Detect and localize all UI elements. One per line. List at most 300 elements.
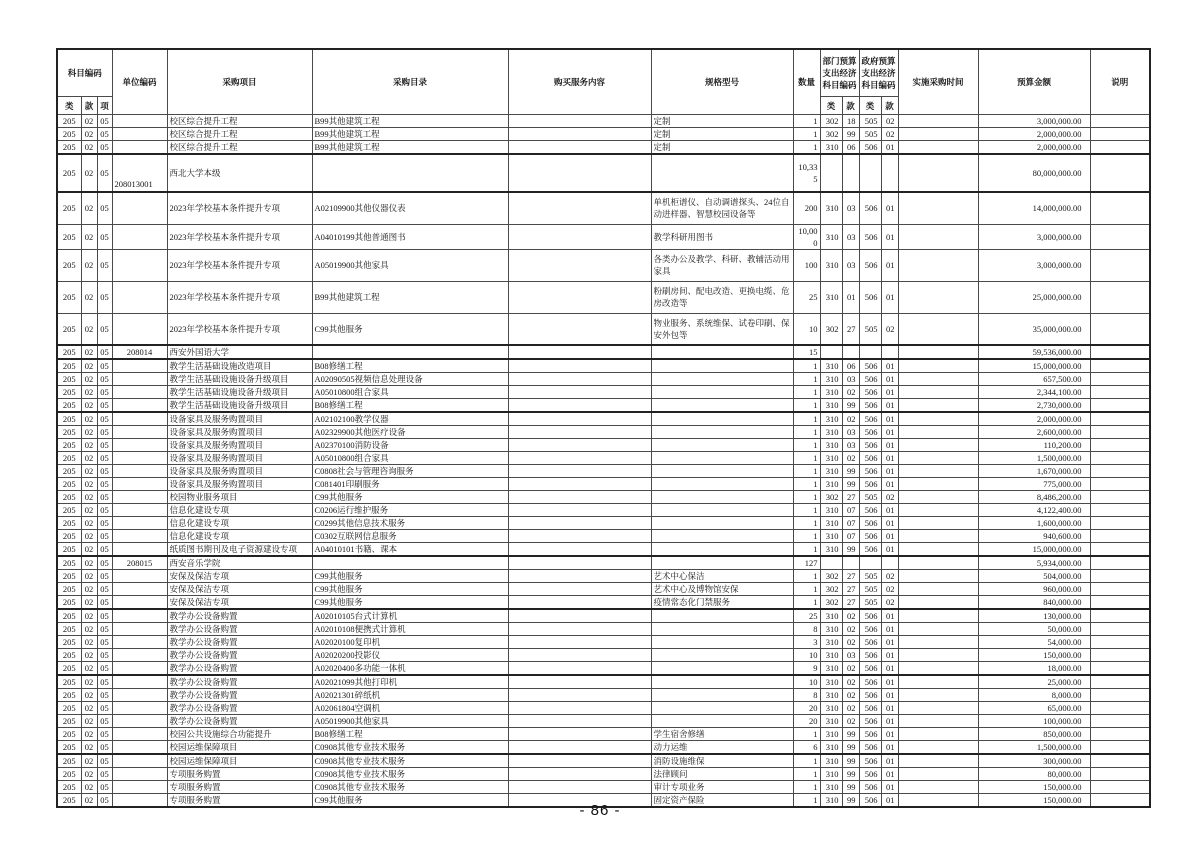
cell-gov-section: 01 (881, 754, 898, 768)
cell-amount: 960,000.00 (978, 583, 1090, 596)
cell-spec: 法律顾问 (651, 768, 793, 781)
cell-spec: 艺术中心及博物馆安保 (651, 583, 793, 596)
cell-subject-class: 205 (57, 781, 81, 794)
cell-amount: 150,000.00 (978, 794, 1090, 808)
cell-spec: 动力运维 (651, 741, 793, 755)
cell-quantity: 1 (793, 794, 820, 808)
cell-gov-class: 506 (859, 649, 881, 662)
cell-gov-class: 505 (859, 115, 881, 128)
cell-subject-class: 205 (57, 689, 81, 702)
cell-purchase-time (898, 556, 978, 570)
cell-project: 信息化建设专项 (167, 517, 312, 530)
cell-note (1090, 399, 1150, 413)
cell-amount: 850,000.00 (978, 728, 1090, 741)
cell-gov-class: 506 (859, 192, 881, 224)
table-row (57, 583, 1150, 596)
cell-dept-class: 310 (820, 794, 842, 808)
cell-quantity: 1 (793, 583, 820, 596)
cell-spec (651, 517, 793, 530)
cell-purchase-time (898, 465, 978, 478)
cell-subject-item: 05 (97, 439, 112, 452)
cell-subject-section: 02 (81, 741, 97, 755)
cell-gov-class: 506 (859, 141, 881, 155)
table-row (57, 649, 1150, 662)
cell-quantity: 1 (793, 399, 820, 413)
header-class: 类 (57, 97, 81, 115)
cell-service-content (508, 426, 651, 439)
cell-note (1090, 154, 1150, 192)
cell-unit-code (112, 141, 167, 155)
cell-dept-class: 310 (820, 754, 842, 768)
cell-gov-class: 506 (859, 359, 881, 373)
cell-dept-section: 02 (842, 412, 859, 426)
cell-subject-class: 205 (57, 465, 81, 478)
cell-catalog: A02090505视频信息处理设备 (312, 373, 508, 386)
header-amount: 预算金额 (978, 49, 1090, 115)
cell-subject-class: 205 (57, 452, 81, 465)
cell-spec: 消防设施维保 (651, 754, 793, 768)
cell-subject-class: 205 (57, 768, 81, 781)
cell-gov-section: 01 (881, 675, 898, 689)
cell-quantity: 1 (793, 781, 820, 794)
table-row (57, 609, 1150, 623)
cell-dept-section: 03 (842, 192, 859, 224)
cell-gov-section: 02 (881, 570, 898, 583)
cell-gov-class: 506 (859, 794, 881, 808)
table-row (57, 439, 1150, 452)
header-quantity: 数量 (793, 49, 820, 115)
cell-unit-code (112, 702, 167, 715)
cell-purchase-time (898, 359, 978, 373)
cell-project: 西安音乐学院 (167, 556, 312, 570)
cell-amount: 1,500,000.00 (978, 741, 1090, 755)
cell-gov-section: 01 (881, 412, 898, 426)
cell-catalog: C0808社会与管理咨询服务 (312, 465, 508, 478)
cell-subject-item: 05 (97, 452, 112, 465)
cell-subject-item: 05 (97, 609, 112, 623)
cell-subject-class: 205 (57, 313, 81, 345)
cell-subject-class: 205 (57, 439, 81, 452)
cell-service-content (508, 675, 651, 689)
cell-dept-section: 03 (842, 373, 859, 386)
table-row (57, 478, 1150, 491)
cell-project: 设备家具及服务购置项目 (167, 465, 312, 478)
cell-unit-code (112, 675, 167, 689)
cell-quantity: 1 (793, 517, 820, 530)
cell-catalog: C0302互联网信息服务 (312, 530, 508, 543)
header-dept-section: 款 (842, 97, 859, 115)
cell-note (1090, 412, 1150, 426)
cell-dept-class: 302 (820, 596, 842, 610)
cell-gov-class: 505 (859, 128, 881, 141)
cell-subject-section: 02 (81, 609, 97, 623)
cell-subject-section: 02 (81, 543, 97, 557)
cell-unit-code (112, 649, 167, 662)
cell-gov-class: 505 (859, 491, 881, 504)
cell-unit-code (112, 636, 167, 649)
table-row (57, 224, 1150, 249)
cell-subject-section: 02 (81, 781, 97, 794)
cell-unit-code (112, 781, 167, 794)
cell-quantity: 1 (793, 412, 820, 426)
cell-gov-section: 01 (881, 141, 898, 155)
cell-amount: 150,000.00 (978, 781, 1090, 794)
cell-dept-section: 07 (842, 517, 859, 530)
cell-dept-class: 310 (820, 689, 842, 702)
cell-dept-class: 310 (820, 504, 842, 517)
cell-purchase-time (898, 412, 978, 426)
cell-unit-code (112, 412, 167, 426)
cell-purchase-time (898, 768, 978, 781)
cell-service-content (508, 741, 651, 755)
cell-purchase-time (898, 649, 978, 662)
cell-gov-section: 01 (881, 373, 898, 386)
cell-subject-item: 05 (97, 399, 112, 413)
table-row (57, 596, 1150, 610)
cell-gov-section: 01 (881, 517, 898, 530)
cell-unit-code (112, 741, 167, 755)
cell-spec (651, 452, 793, 465)
cell-quantity: 25 (793, 609, 820, 623)
cell-subject-item: 05 (97, 373, 112, 386)
cell-subject-item: 05 (97, 504, 112, 517)
table-row (57, 373, 1150, 386)
cell-subject-item: 05 (97, 359, 112, 373)
cell-unit-code (112, 386, 167, 399)
cell-quantity: 1 (793, 128, 820, 141)
cell-gov-class (859, 345, 881, 359)
cell-gov-section: 01 (881, 649, 898, 662)
cell-catalog: A02061804空调机 (312, 702, 508, 715)
cell-purchase-time (898, 452, 978, 465)
cell-dept-section: 02 (842, 715, 859, 728)
cell-purchase-time (898, 530, 978, 543)
cell-amount: 100,000.00 (978, 715, 1090, 728)
cell-note (1090, 689, 1150, 702)
cell-amount: 150,000.00 (978, 649, 1090, 662)
cell-gov-section: 01 (881, 702, 898, 715)
cell-dept-section: 99 (842, 478, 859, 491)
cell-catalog: C081401印刷服务 (312, 478, 508, 491)
cell-dept-section: 02 (842, 662, 859, 676)
cell-quantity: 1 (793, 426, 820, 439)
cell-note (1090, 465, 1150, 478)
cell-note (1090, 224, 1150, 249)
cell-subject-item: 05 (97, 465, 112, 478)
cell-catalog: C0908其他专业技术服务 (312, 781, 508, 794)
cell-dept-class: 310 (820, 662, 842, 676)
cell-dept-section (842, 556, 859, 570)
cell-project: 设备家具及服务购置项目 (167, 412, 312, 426)
cell-purchase-time (898, 192, 978, 224)
table-row (57, 249, 1150, 281)
cell-project: 安保及保洁专项 (167, 570, 312, 583)
cell-dept-section: 02 (842, 675, 859, 689)
table-row (57, 192, 1150, 224)
cell-dept-class: 310 (820, 439, 842, 452)
cell-service-content (508, 399, 651, 413)
cell-subject-item: 05 (97, 224, 112, 249)
header-service-content: 购买服务内容 (508, 49, 651, 115)
cell-quantity: 1 (793, 728, 820, 741)
cell-catalog: B99其他建筑工程 (312, 281, 508, 313)
cell-spec (651, 154, 793, 192)
cell-subject-section: 02 (81, 452, 97, 465)
cell-subject-class: 205 (57, 154, 81, 192)
header-unit-code: 单位编码 (112, 49, 167, 115)
cell-dept-class: 310 (820, 359, 842, 373)
cell-amount: 775,000.00 (978, 478, 1090, 491)
cell-purchase-time (898, 741, 978, 755)
table-header (57, 49, 1150, 115)
cell-unit-code (112, 465, 167, 478)
cell-purchase-time (898, 439, 978, 452)
cell-note (1090, 249, 1150, 281)
table-row (57, 754, 1150, 768)
cell-purchase-time (898, 249, 978, 281)
cell-quantity: 1 (793, 465, 820, 478)
header-catalog: 采购目录 (312, 49, 508, 115)
cell-spec (651, 689, 793, 702)
cell-amount: 25,000.00 (978, 675, 1090, 689)
cell-purchase-time (898, 128, 978, 141)
cell-service-content (508, 249, 651, 281)
cell-subject-section: 02 (81, 715, 97, 728)
cell-dept-section: 99 (842, 543, 859, 557)
cell-note (1090, 452, 1150, 465)
cell-spec (651, 386, 793, 399)
cell-amount: 5,934,000.00 (978, 556, 1090, 570)
cell-amount: 50,000.00 (978, 623, 1090, 636)
cell-subject-section: 02 (81, 504, 97, 517)
cell-amount: 59,536,000.00 (978, 345, 1090, 359)
cell-subject-class: 205 (57, 141, 81, 155)
cell-catalog: C99其他服务 (312, 570, 508, 583)
cell-subject-item: 05 (97, 154, 112, 192)
cell-amount: 8,000.00 (978, 689, 1090, 702)
cell-subject-section: 02 (81, 281, 97, 313)
cell-purchase-time (898, 313, 978, 345)
cell-dept-class: 302 (820, 570, 842, 583)
cell-gov-section: 01 (881, 530, 898, 543)
cell-subject-class: 205 (57, 530, 81, 543)
cell-quantity: 1 (793, 596, 820, 610)
cell-dept-section: 99 (842, 128, 859, 141)
cell-dept-section: 02 (842, 452, 859, 465)
cell-quantity: 20 (793, 702, 820, 715)
cell-dept-section: 99 (842, 399, 859, 413)
cell-project: 设备家具及服务购置项目 (167, 478, 312, 491)
cell-subject-class: 205 (57, 623, 81, 636)
cell-spec (651, 373, 793, 386)
cell-amount: 35,000,000.00 (978, 313, 1090, 345)
cell-catalog: B99其他建筑工程 (312, 141, 508, 155)
cell-dept-class: 310 (820, 478, 842, 491)
cell-dept-class: 310 (820, 224, 842, 249)
cell-spec (651, 715, 793, 728)
cell-subject-section: 02 (81, 596, 97, 610)
table-row (57, 313, 1150, 345)
cell-subject-section: 02 (81, 570, 97, 583)
cell-purchase-time (898, 570, 978, 583)
table-row (57, 115, 1150, 128)
cell-subject-section: 02 (81, 154, 97, 192)
cell-quantity: 1 (793, 439, 820, 452)
cell-amount: 130,000.00 (978, 609, 1090, 623)
cell-subject-section: 02 (81, 530, 97, 543)
cell-note (1090, 504, 1150, 517)
cell-spec (651, 530, 793, 543)
cell-service-content (508, 768, 651, 781)
cell-subject-item: 05 (97, 478, 112, 491)
procurement-table (56, 48, 1151, 808)
cell-unit-code (112, 491, 167, 504)
cell-note (1090, 478, 1150, 491)
cell-purchase-time (898, 478, 978, 491)
cell-unit-code (112, 543, 167, 557)
cell-service-content (508, 556, 651, 570)
table-row (57, 452, 1150, 465)
cell-project: 安保及保洁专项 (167, 596, 312, 610)
cell-subject-section: 02 (81, 359, 97, 373)
table-row (57, 768, 1150, 781)
cell-spec: 物业服务、系统维保、试卷印刷、保安外包等 (651, 313, 793, 345)
cell-project: 设备家具及服务购置项目 (167, 439, 312, 452)
cell-quantity: 10 (793, 675, 820, 689)
cell-unit-code (112, 439, 167, 452)
cell-catalog (312, 345, 508, 359)
header-subject-code: 科目编码 (57, 49, 112, 97)
cell-subject-item: 05 (97, 345, 112, 359)
cell-service-content (508, 715, 651, 728)
cell-subject-section: 02 (81, 754, 97, 768)
cell-catalog: A05019900其他家具 (312, 249, 508, 281)
cell-project: 2023年学校基本条件提升专项 (167, 281, 312, 313)
cell-dept-class: 310 (820, 649, 842, 662)
cell-dept-class: 302 (820, 115, 842, 128)
cell-catalog: A02020400多功能一体机 (312, 662, 508, 676)
cell-spec (651, 345, 793, 359)
cell-catalog: C0908其他专业技术服务 (312, 754, 508, 768)
cell-project: 教学生活基础设施设备升级项目 (167, 373, 312, 386)
cell-dept-class: 310 (820, 675, 842, 689)
cell-service-content (508, 596, 651, 610)
cell-dept-class: 302 (820, 313, 842, 345)
cell-subject-section: 02 (81, 386, 97, 399)
cell-quantity: 1 (793, 754, 820, 768)
cell-note (1090, 609, 1150, 623)
cell-quantity: 8 (793, 623, 820, 636)
cell-catalog: B08修缮工程 (312, 728, 508, 741)
cell-project: 教学办公设备购置 (167, 662, 312, 676)
cell-note (1090, 543, 1150, 557)
cell-subject-section: 02 (81, 517, 97, 530)
cell-purchase-time (898, 636, 978, 649)
table-row (57, 689, 1150, 702)
cell-dept-class: 302 (820, 128, 842, 141)
cell-subject-item: 05 (97, 649, 112, 662)
cell-gov-section: 01 (881, 359, 898, 373)
cell-project: 信息化建设专项 (167, 530, 312, 543)
cell-dept-class: 310 (820, 399, 842, 413)
cell-catalog: C0206运行维护服务 (312, 504, 508, 517)
cell-subject-class: 205 (57, 543, 81, 557)
cell-unit-code (112, 115, 167, 128)
cell-gov-section: 01 (881, 399, 898, 413)
cell-subject-class: 205 (57, 115, 81, 128)
cell-amount: 15,000,000.00 (978, 359, 1090, 373)
cell-dept-class: 310 (820, 741, 842, 755)
cell-gov-class: 506 (859, 504, 881, 517)
cell-gov-class: 506 (859, 768, 881, 781)
cell-purchase-time (898, 141, 978, 155)
cell-project: 2023年学校基本条件提升专项 (167, 224, 312, 249)
cell-subject-section: 02 (81, 491, 97, 504)
cell-note (1090, 754, 1150, 768)
cell-unit-code (112, 399, 167, 413)
cell-project: 专项服务购置 (167, 794, 312, 808)
cell-subject-item: 05 (97, 412, 112, 426)
cell-catalog: A05010800组合家具 (312, 386, 508, 399)
cell-dept-section: 99 (842, 728, 859, 741)
cell-spec (651, 439, 793, 452)
cell-amount: 300,000.00 (978, 754, 1090, 768)
table-row (57, 345, 1150, 359)
cell-dept-section: 27 (842, 313, 859, 345)
cell-gov-class: 506 (859, 478, 881, 491)
cell-quantity: 8 (793, 689, 820, 702)
cell-project: 教学办公设备购置 (167, 702, 312, 715)
cell-dept-class: 310 (820, 781, 842, 794)
cell-subject-class: 205 (57, 556, 81, 570)
cell-spec (651, 636, 793, 649)
cell-gov-class: 506 (859, 373, 881, 386)
cell-unit-code (112, 530, 167, 543)
table-row (57, 702, 1150, 715)
cell-dept-class: 310 (820, 609, 842, 623)
cell-unit-code (112, 504, 167, 517)
cell-dept-section: 06 (842, 359, 859, 373)
cell-subject-section: 02 (81, 768, 97, 781)
cell-spec: 各类办公及教学、科研、教辅活动用家具 (651, 249, 793, 281)
cell-quantity: 10,000 (793, 224, 820, 249)
cell-gov-class: 506 (859, 662, 881, 676)
cell-unit-code (112, 570, 167, 583)
cell-unit-code (112, 596, 167, 610)
cell-subject-item: 05 (97, 517, 112, 530)
cell-service-content (508, 530, 651, 543)
cell-subject-class: 205 (57, 596, 81, 610)
table-row (57, 359, 1150, 373)
cell-catalog: A02370100消防设备 (312, 439, 508, 452)
cell-catalog (312, 154, 508, 192)
cell-dept-class: 310 (820, 543, 842, 557)
table-row (57, 154, 1150, 192)
cell-dept-section: 99 (842, 794, 859, 808)
cell-service-content (508, 359, 651, 373)
cell-spec (651, 702, 793, 715)
cell-dept-section: 27 (842, 596, 859, 610)
cell-purchase-time (898, 715, 978, 728)
header-project: 采购项目 (167, 49, 312, 115)
cell-dept-class: 310 (820, 192, 842, 224)
cell-spec: 学生宿舍修缮 (651, 728, 793, 741)
cell-subject-section: 02 (81, 128, 97, 141)
cell-gov-class: 506 (859, 636, 881, 649)
cell-project: 教学办公设备购置 (167, 623, 312, 636)
cell-project: 校园物业服务项目 (167, 491, 312, 504)
cell-note (1090, 781, 1150, 794)
